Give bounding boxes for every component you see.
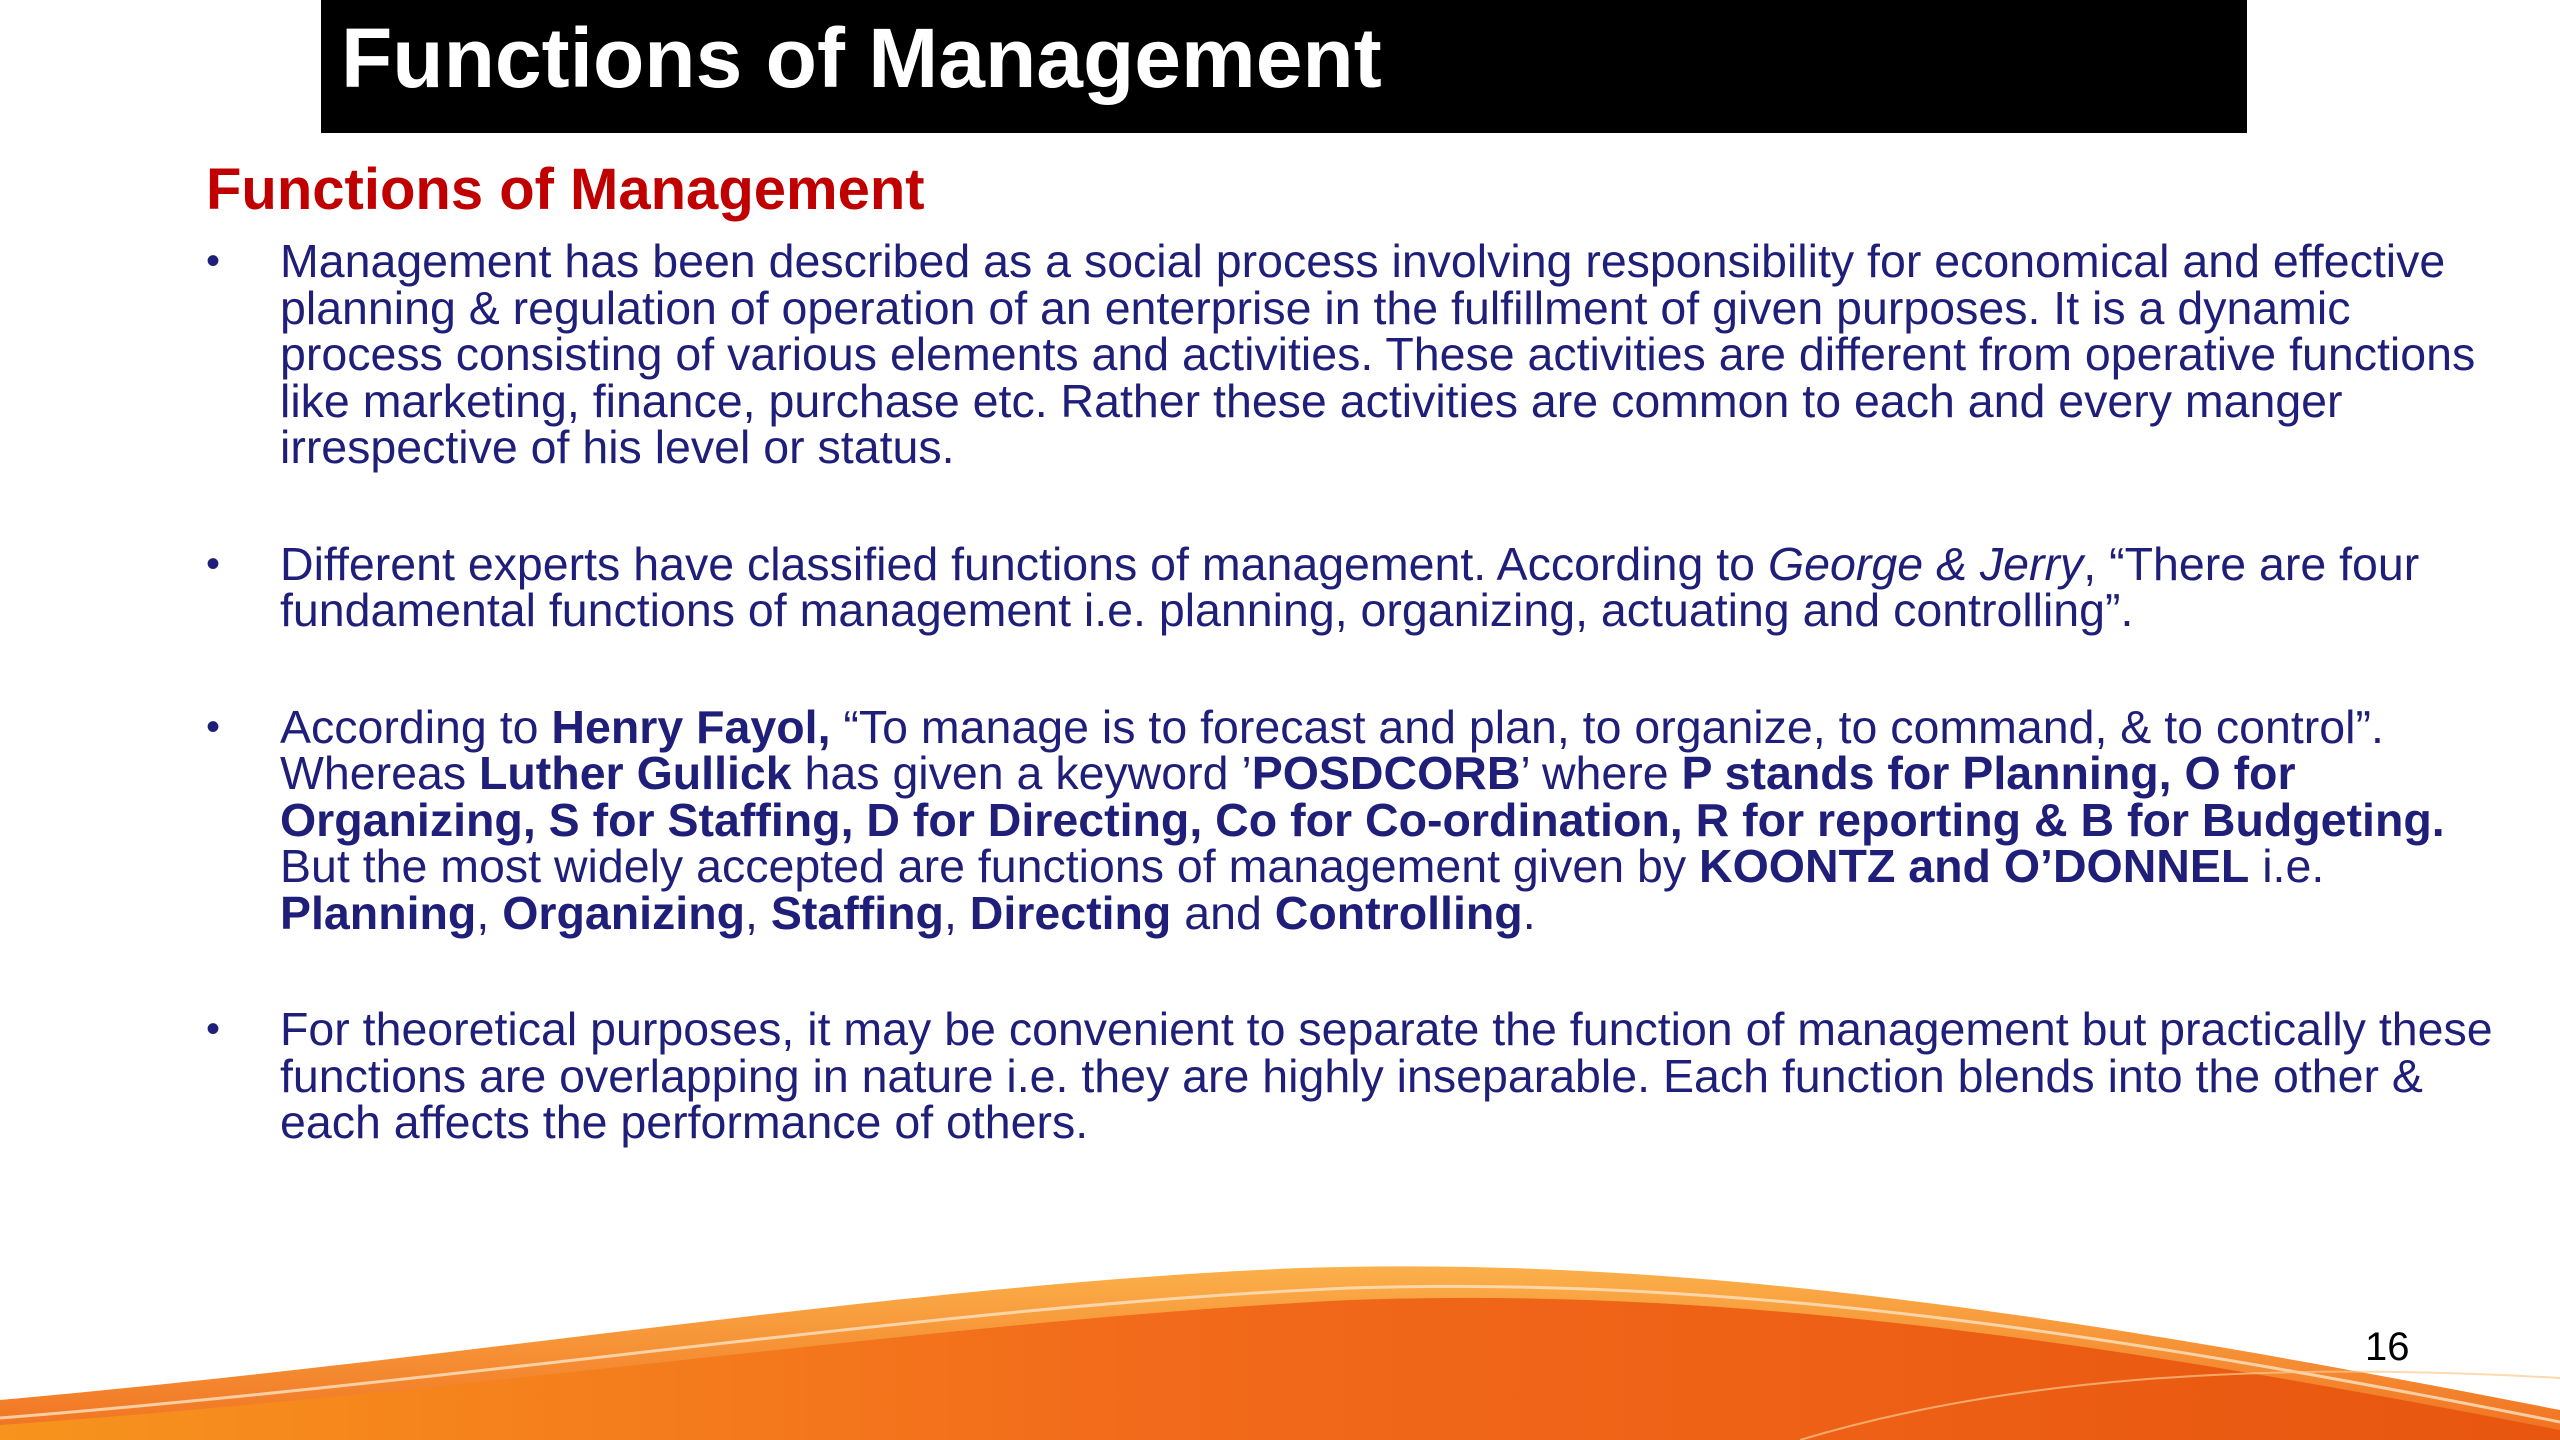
bullet-text-run: , “There are four fundamental functions of management i.e. planning, organizing, actuating and controlling”. bbox=[280, 537, 2420, 636]
bullet-text bbox=[280, 700, 2496, 939]
bullet-icon: • bbox=[206, 1007, 221, 1051]
slide-title: Functions of Management bbox=[341, 11, 1382, 105]
bullet-icon: • bbox=[206, 704, 221, 749]
bold-run: Controlling bbox=[1274, 886, 1523, 939]
bold-run: P stands for Planning, O for Organizing, S for Staffing, D for Directing, Co for Co-ordination, R for reporting & B for Budgeting. bbox=[280, 747, 2445, 846]
decorative-wave bbox=[0, 1260, 2560, 1440]
bullet-text bbox=[280, 235, 2496, 473]
bold-run: Organizing bbox=[502, 886, 746, 939]
bold-run: Staffing bbox=[770, 886, 944, 939]
bullet-text-run: Different experts have classified functions of management. According to bbox=[280, 537, 1768, 590]
bullet-list bbox=[206, 235, 2496, 1148]
bullet-text-run: But the most widely accepted are functions of management given by bbox=[280, 840, 1700, 892]
bullet-text-run: ’ where bbox=[1520, 747, 1682, 799]
bullet-text-run: , bbox=[745, 886, 771, 939]
bold-run: POSDCORB bbox=[1251, 747, 1521, 799]
bullet-text-run: and bbox=[1171, 886, 1275, 939]
bullet-item-2 bbox=[206, 537, 2496, 636]
bullet-text-run: According to bbox=[280, 700, 552, 753]
bullet-text-run: i.e. bbox=[2249, 840, 2325, 892]
page-number: 16 bbox=[2365, 1325, 2410, 1369]
bullet-text-run: , bbox=[943, 886, 970, 939]
bullet-icon: • bbox=[206, 239, 221, 283]
bullet-text-run: Management has been described as a social process involving responsibility for economical and effective planning & regulation of operation of an enterprise in the fulfillment of given purposes. It is a dynamic process consisting of various elements and activities. These activities are different from operative functions like marketing, finance, purchase etc. Rather these activities are common to each and every manger irrespective of his level or status. bbox=[280, 235, 2476, 473]
bullet-item-1 bbox=[206, 235, 2496, 473]
bullet-text-run: “To manage is to forecast and plan, to organize, to command, & to control”. Whereas bbox=[280, 700, 2384, 799]
italic-run: George & Jerry bbox=[1767, 537, 2084, 590]
bold-run: Planning bbox=[280, 886, 477, 939]
bullet-text-run: For theoretical purposes, it may be convenient to separate the function of management but practically these functions are overlapping in nature i.e. they are highly inseparable. Each function blends into the other & each affects the performance of others. bbox=[280, 1003, 2493, 1148]
bold-run: Directing bbox=[969, 886, 1172, 939]
bullet-text-run: has given a keyword ’ bbox=[791, 747, 1252, 799]
bullet-icon: • bbox=[206, 541, 221, 586]
bullet-text-run: . bbox=[1522, 886, 1536, 939]
bold-run: Luther Gullick bbox=[479, 747, 792, 799]
bold-run: KOONTZ and O’DONNEL bbox=[1699, 840, 2250, 892]
bold-run: Henry Fayol, bbox=[551, 700, 831, 753]
bullet-item-4 bbox=[206, 1003, 2496, 1148]
bullet-text bbox=[280, 1003, 2496, 1148]
section-heading: Functions of Management bbox=[206, 157, 925, 222]
bullet-item-3 bbox=[206, 700, 2496, 939]
bullet-text bbox=[280, 537, 2496, 636]
title-bar bbox=[321, 0, 2247, 133]
bullet-text-run: , bbox=[476, 886, 503, 939]
